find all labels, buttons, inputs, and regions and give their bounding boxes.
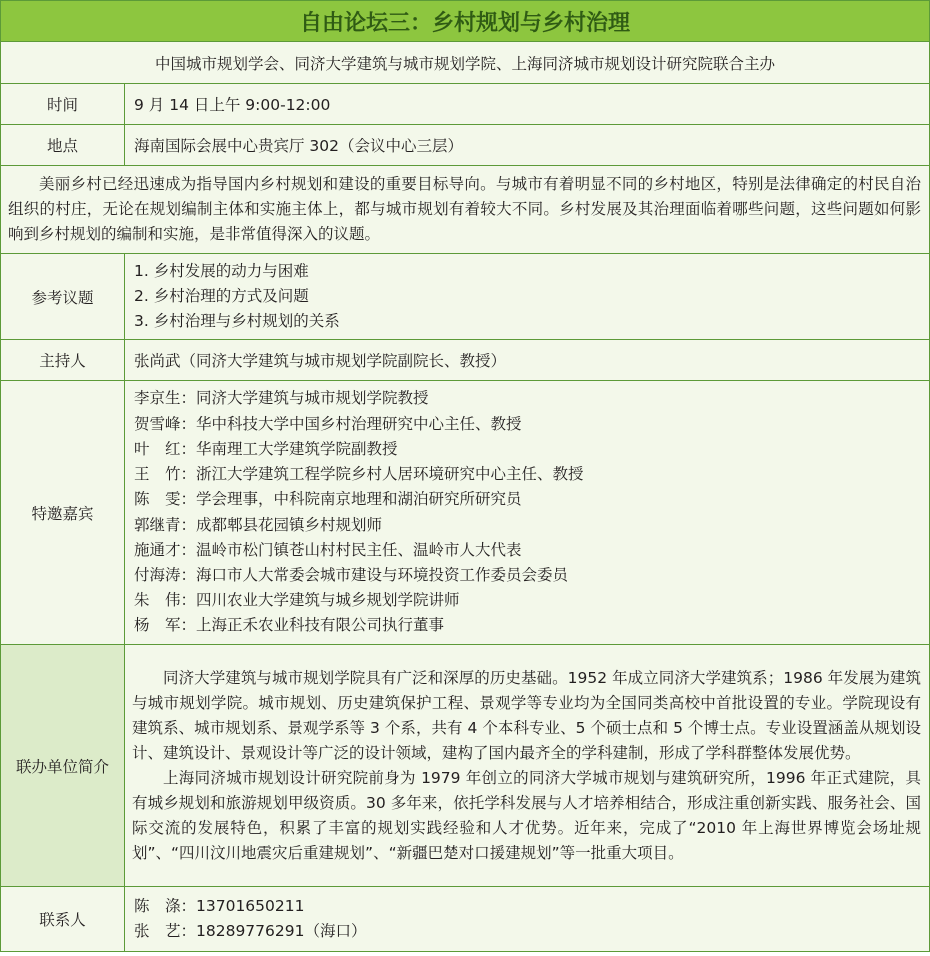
contact-item: 张 艺：18289776291（海口） (134, 922, 367, 940)
guests-list (125, 381, 930, 645)
guest-item: 朱 伟：四川农业大学建筑与城乡规划学院讲师 (134, 591, 460, 610)
contacts-list (125, 887, 930, 952)
intro-label: 联办单位简介 (1, 645, 125, 887)
forum-description: 美丽乡村已经迅速成为指导国内乡村规划和建设的重要目标导向。与城市有着明显不同的乡村地区，特别是法律确定的村民自治组织的村庄，无论在规划编制主体和实施主体上，都与城市规划有着较大不同。乡村发展及其治理面临着哪些问题，这些问题如何影响到乡村规划的编制和实施，是非常值得深入的议题。 (1, 166, 930, 254)
guest-item: 杨 军：上海正禾农业科技有限公司执行董事 (134, 616, 445, 635)
topic-item: 1. 乡村发展的动力与困难 (134, 262, 309, 280)
intro-paragraph: 同济大学建筑与城市规划学院具有广泛和深厚的历史基础。1952 年成立同济大学建筑系；1986 年发展为建筑与城市规划学院。城市规划、历史建筑保护工程、景观学等专业均为全国同类高校中首批设置的专业。学院现设有建筑系、城市规划系、景观学系等 3 个系，共有 4 个本科专业、5 个硕士点和 5 个博士点。专业设置涵盖从规划设计、建筑设计、景观设计等广泛的设计领域，建构了国内最齐全的学科建制，形成了学科群整体发展优势。 (132, 668, 921, 762)
forum-title: 自由论坛三：乡村规划与乡村治理 (1, 1, 930, 42)
guest-item: 陈 雯：学会理事，中科院南京地理和湖泊研究所研究员 (134, 490, 522, 509)
contact-item: 陈 涤：13701650211 (134, 896, 305, 915)
guests-label: 特邀嘉宾 (1, 381, 125, 645)
guest-item: 叶 红：华南理工大学建筑学院副教授 (134, 439, 398, 458)
venue-label: 地点 (1, 125, 125, 166)
topics-list (125, 254, 930, 340)
host-label: 主持人 (1, 340, 125, 381)
host-value: 张尚武（同济大学建筑与城市规划学院副院长、教授） (125, 340, 930, 381)
intro-paragraph: 上海同济城市规划设计研究院前身为 1979 年创立的同济大学城市规划与建筑研究所，1996 年正式建院，具有城乡规划和旅游规划甲级资质。30 多年来，依托学科发展与人才培养相结合，形成注重创新实践、服务社会、国际交流的发展特色，积累了丰富的规划实践经验和人才优势。近年来，完成了“2010 年上海世界博览会场址规划”、“四川汶川地震灾后重建规划”、“新疆巴楚对口援建规划”等一批重大项目。 (132, 768, 921, 862)
guest-item: 施通才：温岭市松门镇苍山村村民主任、温岭市人大代表 (134, 540, 522, 559)
topic-item: 3. 乡村治理与乡村规划的关系 (134, 312, 340, 330)
organizers: 中国城市规划学会、同济大学建筑与城市规划学院、上海同济城市规划设计研究院联合主办 (1, 42, 930, 84)
venue-value: 海南国际会展中心贵宾厅 302（会议中心三层） (125, 125, 930, 166)
guest-item: 王 竹：浙江大学建筑工程学院乡村人居环境研究中心主任、教授 (134, 465, 584, 484)
topics-label: 参考议题 (1, 254, 125, 340)
guest-item: 贺雪峰：华中科技大学中国乡村治理研究中心主任、教授 (134, 414, 522, 433)
time-label: 时间 (1, 84, 125, 125)
guest-item: 郭继青：成都郫县花园镇乡村规划师 (134, 515, 383, 534)
topic-item: 2. 乡村治理的方式及问题 (134, 287, 309, 305)
intro-content (125, 645, 930, 887)
guest-item: 李京生：同济大学建筑与城市规划学院教授 (134, 389, 429, 408)
contacts-label: 联系人 (1, 887, 125, 952)
guest-item: 付海涛：海口市人大常委会城市建设与环境投资工作委员会委员 (134, 565, 569, 584)
time-value: 9 月 14 日上午 9:00-12:00 (125, 84, 930, 125)
